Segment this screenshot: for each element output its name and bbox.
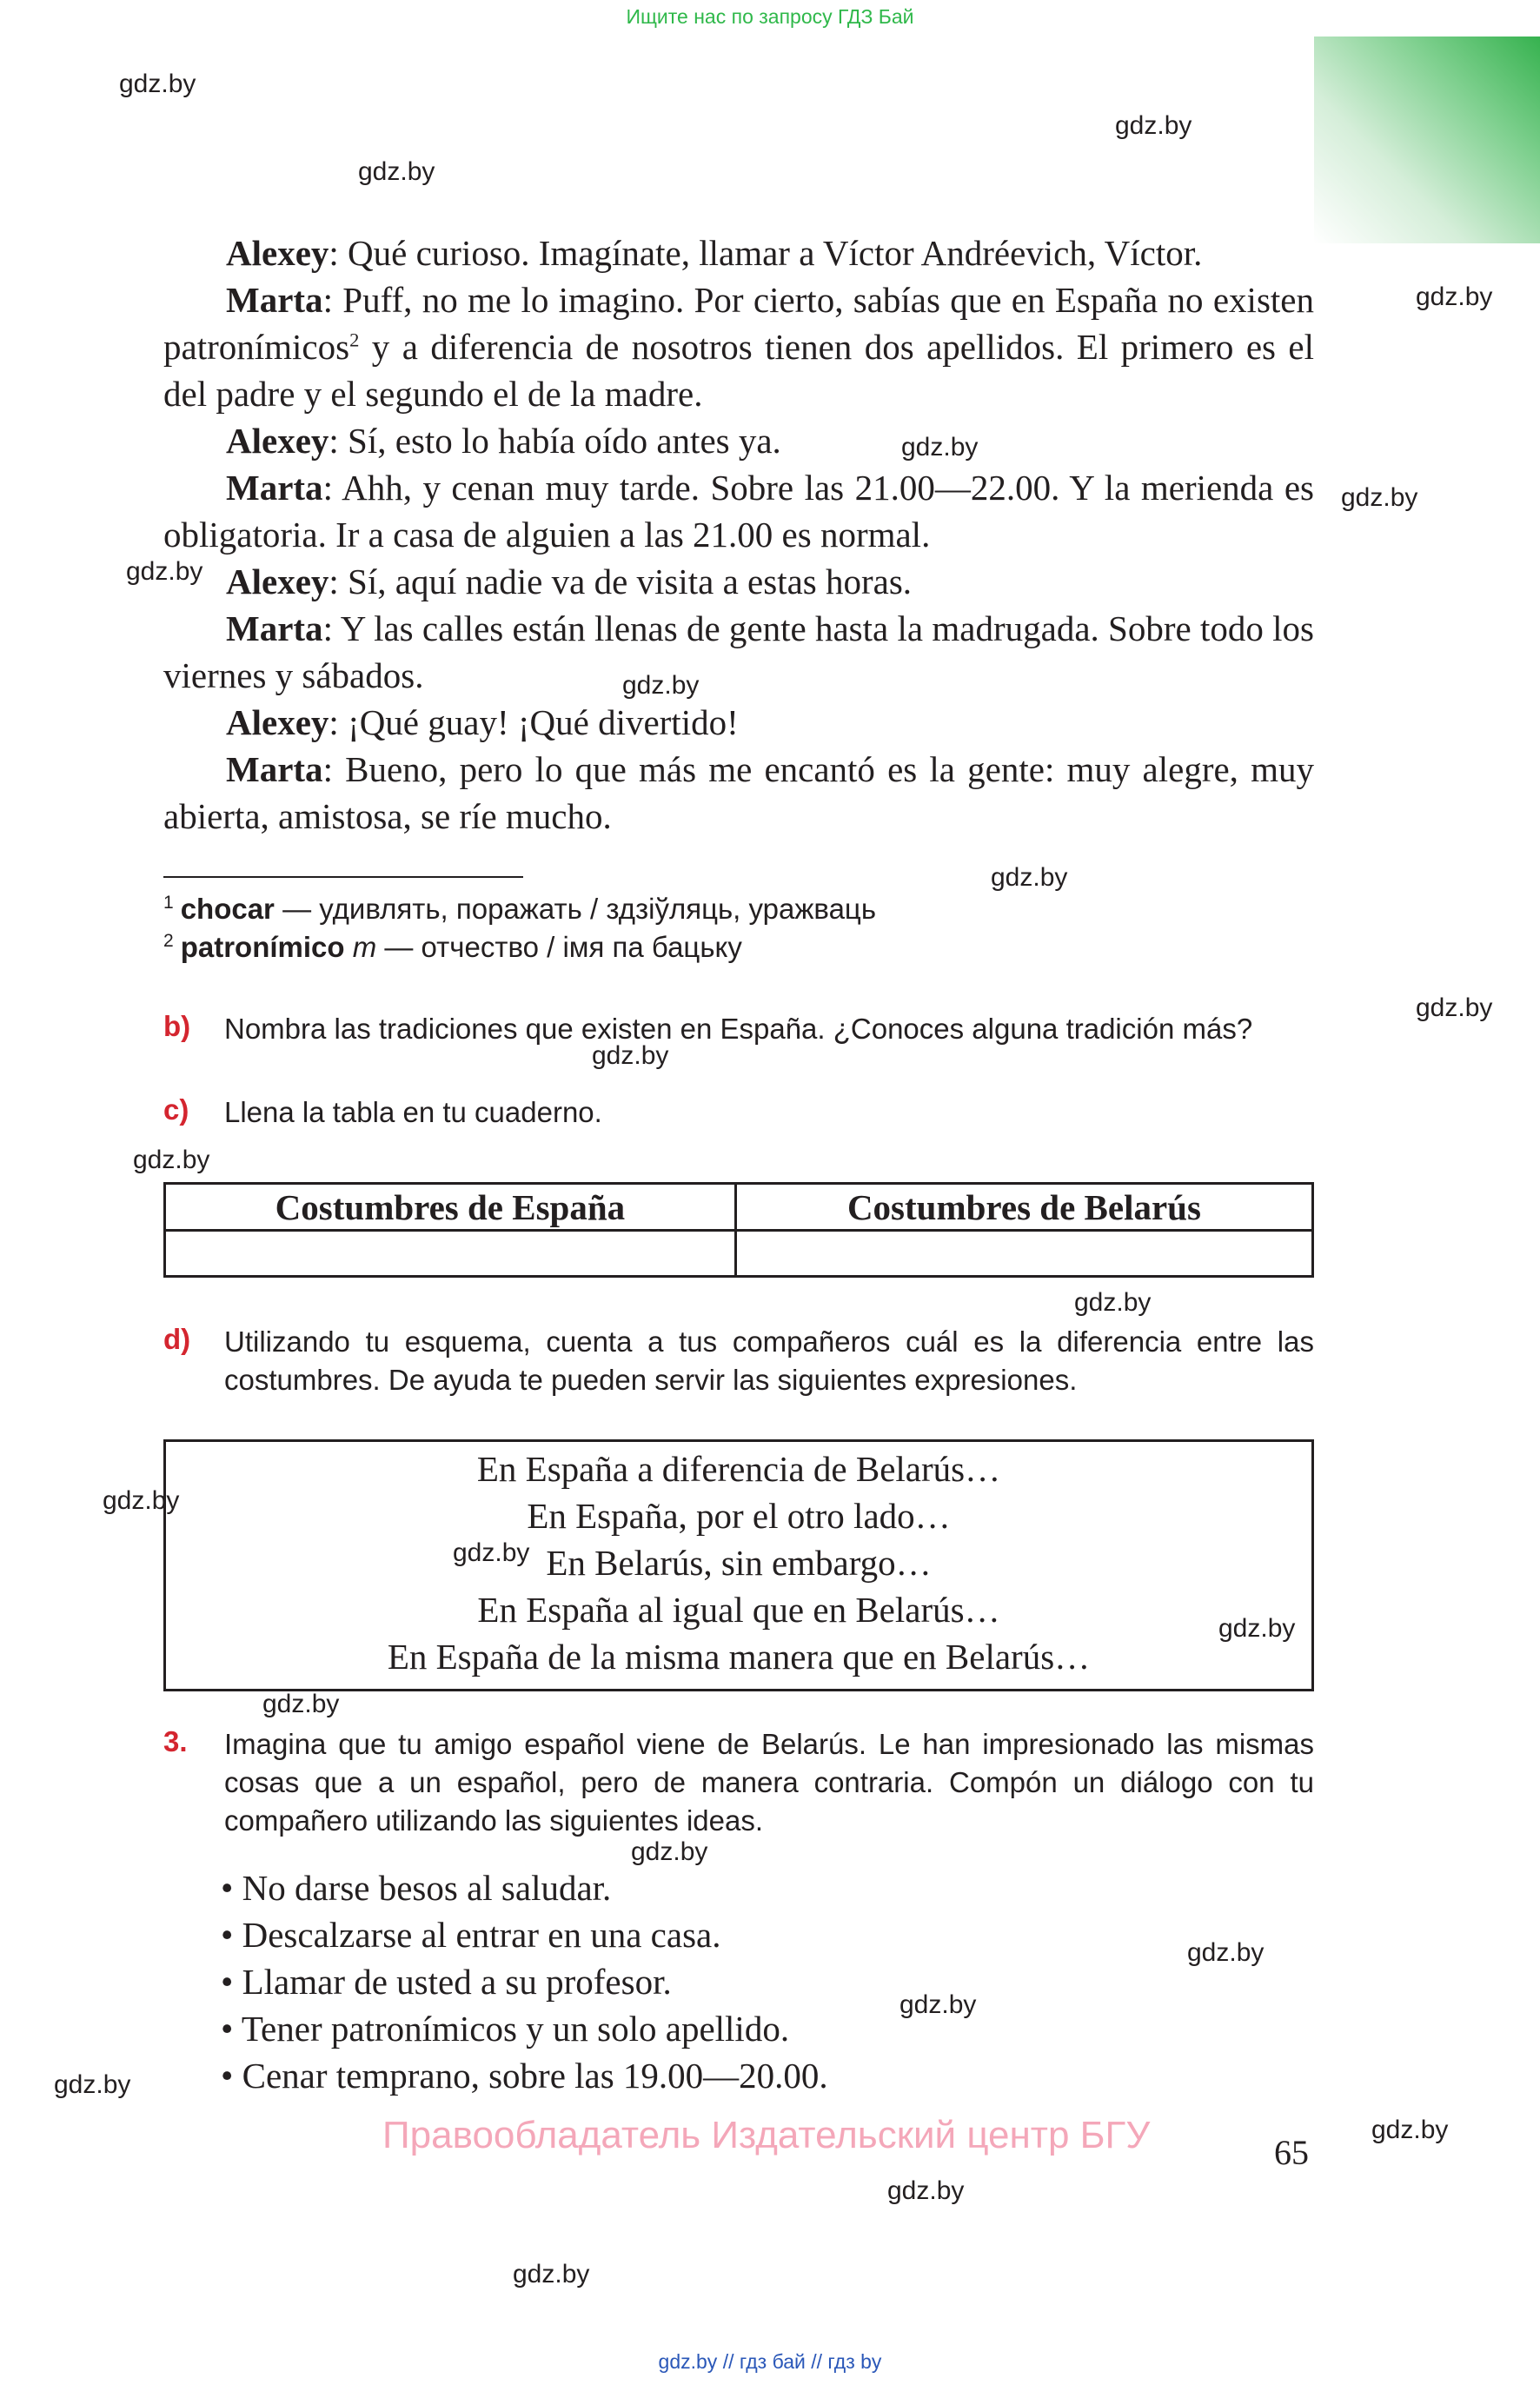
dialogue-line (163, 746, 1314, 840)
dialogue-line (163, 276, 1314, 417)
footnote-divider (163, 876, 523, 878)
footnote-number: 2 (163, 931, 174, 951)
table-cell (165, 1231, 736, 1277)
green-corner-decoration (1314, 37, 1540, 243)
line-text: : ¡Qué guay! ¡Qué divertido! (329, 702, 739, 742)
list-item: • Tener patronímicos y un solo apellido. (221, 2009, 790, 2049)
watermark: gdz.by (513, 2260, 590, 2289)
watermark: gdz.by (1115, 111, 1192, 140)
dialogue-line (163, 229, 1314, 276)
watermark: gdz.by (1416, 282, 1493, 311)
footnote-ref: 2 (349, 329, 360, 351)
task-c-text: Llena la tabla en tu cuaderno. (224, 1096, 602, 1128)
line-text: y a diferencia de nosotros tienen dos apellidos. El primero es el del padre y el segundo el de la madre. (163, 327, 1314, 414)
watermark: gdz.by (622, 671, 700, 700)
watermark: gdz.by (592, 1041, 669, 1070)
watermark: gdz.by (991, 863, 1068, 892)
table-row (165, 1231, 1313, 1277)
rights-holder: Правообладатель Издательский центр БГУ (382, 2114, 1151, 2156)
costumbres-table (163, 1182, 1314, 1278)
footnote-gender: m (344, 931, 377, 963)
line-text: : Y las calles están llenas de gente hasta la madrugada. Sobre todo los viernes y sábados. (163, 608, 1314, 695)
speaker-name: Alexey (226, 421, 329, 461)
watermark: gdz.by (1187, 1938, 1265, 1967)
speaker-name: Marta (226, 468, 323, 508)
footnote-term: chocar (180, 893, 275, 925)
expressions-box (163, 1439, 1314, 1691)
footnote-number: 1 (163, 893, 174, 913)
dialogue-line (163, 699, 1314, 746)
line-text: : Qué curioso. Imagínate, llamar a Víctor Andréevich, Víctor. (329, 233, 1203, 273)
watermark: gdz.by (1341, 483, 1418, 512)
expression: En España a diferencia de Belarús… (476, 1449, 1001, 1489)
table-header-cell: Costumbres de España (165, 1184, 736, 1231)
task-d-letter: d) (163, 1323, 191, 1355)
page-number: 65 (1274, 2133, 1309, 2172)
table-header-row (165, 1184, 1313, 1231)
top-banner: Ищите нас по запросу ГДЗ Бай (626, 5, 914, 28)
table-header-cell: Costumbres de Belarús (735, 1184, 1312, 1231)
line-text: : Puff, no me lo imagino. Por cierto, sabías que en España no existen patronímicos (163, 280, 1314, 367)
dialogue-line (163, 605, 1314, 699)
line-text: : Sí, aquí nadie va de visita a estas horas. (329, 561, 913, 601)
dialogue (163, 229, 1314, 840)
speaker-name: Alexey (226, 702, 329, 742)
task-b-text: Nombra las tradiciones que existen en España. ¿Conoces alguna tradición más? (224, 1013, 1253, 1045)
watermark: gdz.by (54, 2070, 131, 2099)
watermark: gdz.by (358, 157, 435, 186)
footnotes (163, 890, 1119, 967)
watermark: gdz.by (262, 1690, 340, 1718)
watermark: gdz.by (1074, 1288, 1152, 1317)
task-c-letter: c) (163, 1093, 189, 1126)
line-text: : Ahh, y cenan muy tarde. Sobre las 21.00—22.00. Y la merienda es obligatoria. Ir a casa de alguien a las 21.00 es normal. (163, 468, 1314, 555)
list-item: • Cenar temprano, sobre las 19.00—20.00. (221, 2056, 828, 2096)
line-text: : Bueno, pero lo que más me encantó es la gente: muy alegre, muy abierta, amistosa, se ríe mucho. (163, 749, 1314, 836)
ideas-list (221, 1864, 828, 2099)
watermark: gdz.by (1416, 993, 1493, 1022)
watermark: gdz.by (1371, 2116, 1449, 2144)
list-item: • Descalzarse al entrar en una casa. (221, 1915, 721, 1955)
bottom-banner: gdz.by // гдз бай // гдз by (658, 2350, 882, 2373)
line-text: : Sí, esto lo había oído antes ya. (329, 421, 781, 461)
footnote (163, 890, 1119, 928)
watermark: gdz.by (133, 1146, 210, 1174)
watermark: gdz.by (103, 1486, 180, 1515)
speaker-name: Alexey (226, 561, 329, 601)
task-3-text: Imagina que tu amigo español viene de Belarús. Le han impresionado las mismas cosas que a un español, pero de manera contraria. Compón un diálogo con tu compañero utilizando las siguientes ideas. (224, 1728, 1314, 1837)
expression: En Belarús, sin embargo… (546, 1543, 932, 1583)
speaker-name: Marta (226, 608, 323, 648)
watermark: gdz.by (899, 1990, 977, 2019)
task-d-text: Utilizando tu esquema, cuenta a tus compañeros cuál es la diferencia entre las costumbres. De ayuda te pueden servir las siguientes expresiones. (224, 1325, 1314, 1396)
watermark: gdz.by (1218, 1614, 1296, 1643)
watermark: gdz.by (126, 557, 203, 586)
watermark: gdz.by (901, 433, 979, 462)
footnote-definition: — отчество / імя па бацьку (376, 931, 742, 963)
speaker-name: Alexey (226, 233, 329, 273)
task-b-letter: b) (163, 1010, 191, 1042)
watermark: gdz.by (119, 70, 196, 98)
dialogue-line (163, 417, 1314, 464)
speaker-name: Marta (226, 749, 323, 789)
expression: En España, por el otro lado… (527, 1496, 951, 1536)
watermark: gdz.by (453, 1538, 530, 1567)
expression: En España al igual que en Belarús… (477, 1590, 1000, 1630)
dialogue-line (163, 464, 1314, 558)
speaker-name: Marta (226, 280, 323, 320)
expression: En España de la misma manera que en Belarús… (387, 1637, 1091, 1677)
footnote-term: patronímico (180, 931, 345, 963)
watermark: gdz.by (631, 1837, 708, 1866)
dialogue-line (163, 558, 1314, 605)
footnote-definition: — удивлять, поражать / здзіўляць, уражваць (274, 893, 877, 925)
task-3-number: 3. (163, 1725, 188, 1757)
list-item: • Llamar de usted a su profesor. (221, 1962, 672, 2002)
list-item: • No darse besos al saludar. (221, 1868, 612, 1908)
watermark: gdz.by (887, 2176, 965, 2205)
table-cell (735, 1231, 1312, 1277)
footnote (163, 928, 1119, 967)
